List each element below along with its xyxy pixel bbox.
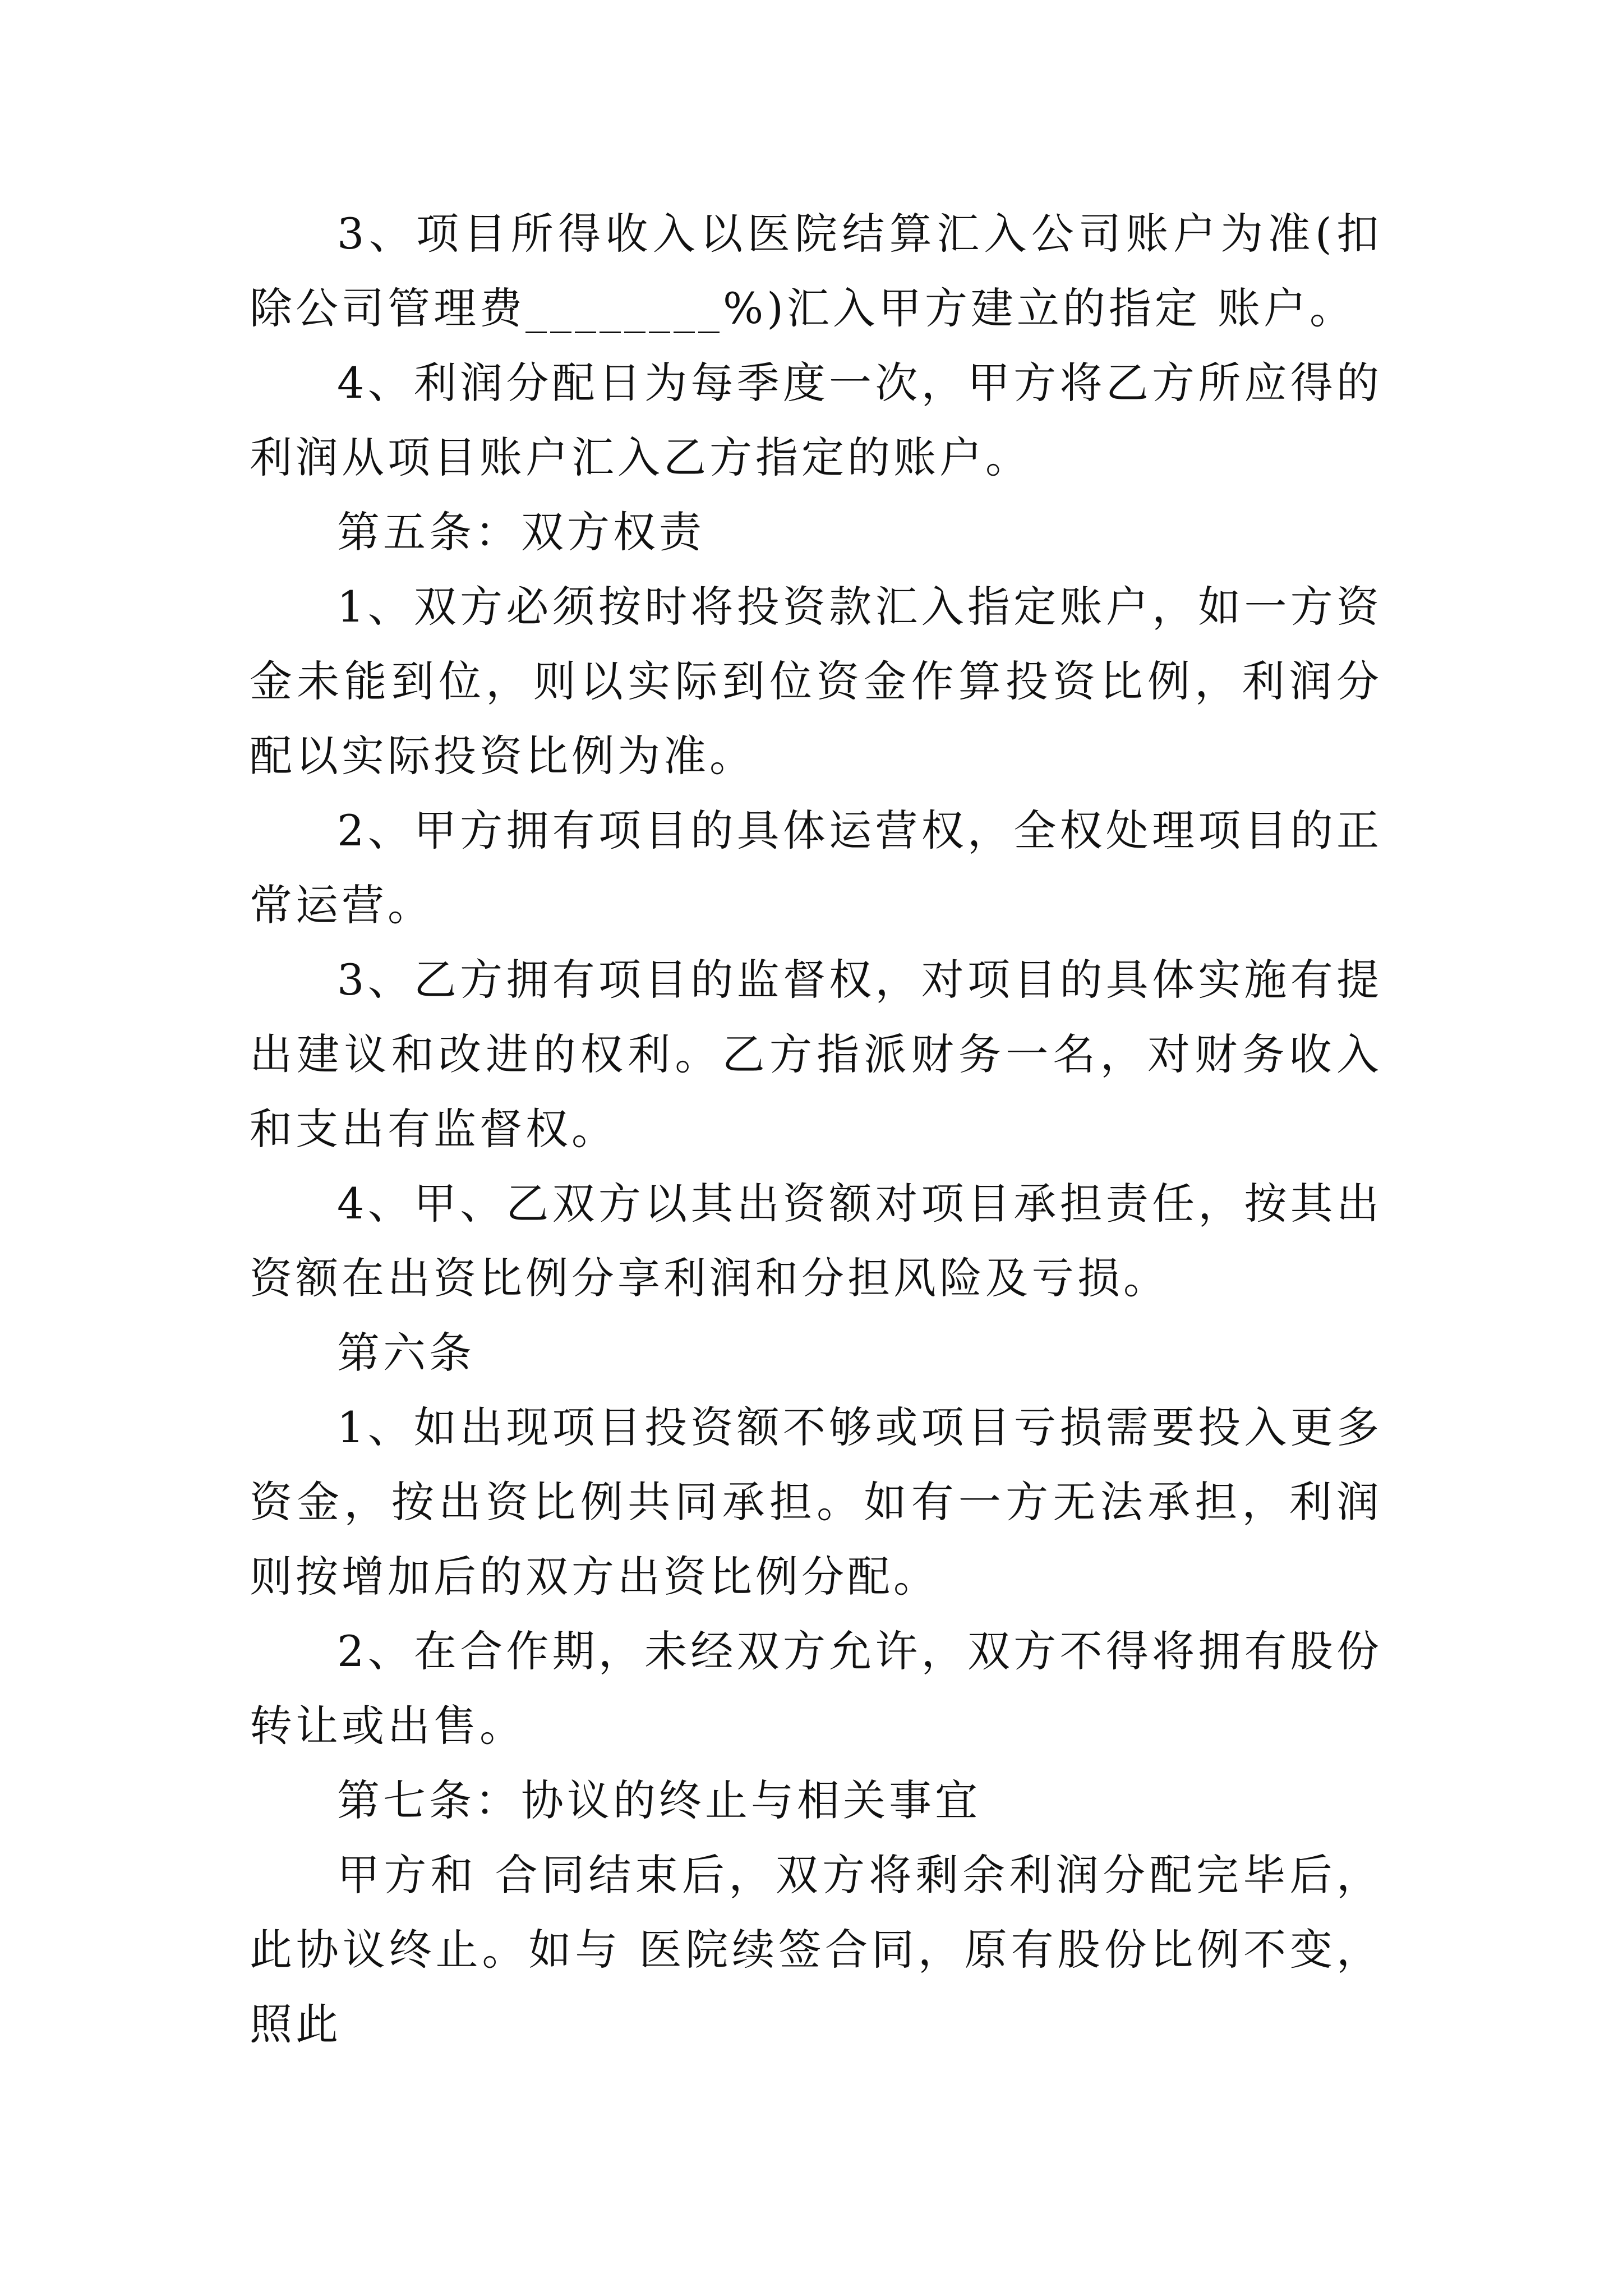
- clause-paragraph: 4、甲、乙双方以其出资额对项目承担责任，按其出资额在出资比例分享利润和分担风险及亏损。: [250, 1179, 1382, 1303]
- clause-paragraph: 1、如出现项目投资额不够或项目亏损需要投入更多资金，按出资比例共同承担。如有一方无法承担，利润则按增加后的双方出资比例分配。: [250, 1402, 1382, 1602]
- clause-paragraph: 4、利润分配日为每季度一次，甲方将乙方所应得的利润从项目账户汇入乙方指定的账户。: [250, 358, 1382, 482]
- clause-paragraph: 2、甲方拥有项目的具体运营权，全权处理项目的正常运营。: [250, 806, 1382, 930]
- article-heading: 第七条：协议的终止与相关事宜: [337, 1775, 981, 1825]
- article-heading: 第六条: [337, 1328, 475, 1378]
- clause-paragraph: 3、项目所得收入以医院结算汇入公司账户为准(扣除公司管理费________%)汇入甲方建立的指定 账户。: [250, 209, 1382, 333]
- article-heading: 第五条：双方权责: [337, 507, 705, 557]
- clause-paragraph: 1、双方必须按时将投资款汇入指定账户，如一方资金未能到位，则以实际到位资金作算投资比例，利润分配以实际投资比例为准。: [250, 582, 1382, 781]
- clause-paragraph: 3、乙方拥有项目的监督权，对项目的具体实施有提出建议和改进的权利。乙方指派财务一名，对财务收入和支出有监督权。: [250, 955, 1382, 1154]
- clause-paragraph: 甲方和 合同结束后，双方将剩余利润分配完毕后，此协议终止。如与 医院续签合同，原有股份比例不变，照此: [250, 1850, 1382, 2049]
- clause-paragraph: 2、在合作期，未经双方允许，双方不得将拥有股份转让或出售。: [250, 1626, 1382, 1751]
- document-body: [250, 196, 1382, 2062]
